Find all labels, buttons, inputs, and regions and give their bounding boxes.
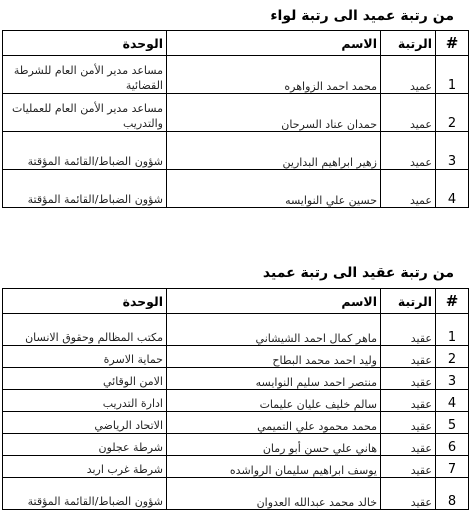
row-name: حسين علي النوايسه bbox=[167, 170, 381, 208]
row-rank: عقيد bbox=[381, 314, 436, 346]
row-unit: الاتحاد الرياضي bbox=[3, 412, 167, 434]
table-row bbox=[3, 56, 469, 94]
row-unit: شرطة غرب اربد bbox=[3, 456, 167, 478]
row-name: محمد احمد الزواهره bbox=[167, 56, 381, 94]
row-rank: عقيد bbox=[381, 368, 436, 390]
header-num: # bbox=[436, 31, 469, 56]
table-row bbox=[3, 368, 469, 390]
table-header-row bbox=[3, 31, 469, 56]
row-rank: عميد bbox=[381, 94, 436, 132]
table-row bbox=[3, 170, 469, 208]
header-rank: الرتبة bbox=[381, 31, 436, 56]
table-row bbox=[3, 314, 469, 346]
row-unit: مكتب المظالم وحقوق الانسان bbox=[3, 314, 167, 346]
row-name: ماهر كمال احمد الشيشاني bbox=[167, 314, 381, 346]
table-row bbox=[3, 412, 469, 434]
table-header-row bbox=[3, 289, 469, 314]
row-unit: حماية الاسرة bbox=[3, 346, 167, 368]
header-num: # bbox=[436, 289, 469, 314]
header-name: الاسم bbox=[167, 289, 381, 314]
row-num: 6 bbox=[436, 434, 469, 456]
row-name: منتصر احمد سليم النوايسه bbox=[167, 368, 381, 390]
row-num: 2 bbox=[436, 94, 469, 132]
row-unit: شرطة عجلون bbox=[3, 434, 167, 456]
row-name: يوسف ابراهيم سليمان الرواشده bbox=[167, 456, 381, 478]
table-row bbox=[3, 94, 469, 132]
row-rank: عميد bbox=[381, 170, 436, 208]
header-unit: الوحدة bbox=[3, 289, 167, 314]
header-rank: الرتبة bbox=[381, 289, 436, 314]
promotions-table-brigadier-to-major-general bbox=[2, 30, 469, 208]
row-name: زهير ابراهيم البدارين bbox=[167, 132, 381, 170]
table-row bbox=[3, 132, 469, 170]
row-unit: ادارة التدريب bbox=[3, 390, 167, 412]
table-row bbox=[3, 434, 469, 456]
row-num: 4 bbox=[436, 390, 469, 412]
row-num: 4 bbox=[436, 170, 469, 208]
row-rank: عقيد bbox=[381, 456, 436, 478]
row-name: سالم خليف عليان عليمات bbox=[167, 390, 381, 412]
row-unit: شؤون الضباط/القائمة المؤقتة bbox=[3, 132, 167, 170]
header-unit: الوحدة bbox=[3, 31, 167, 56]
row-name: وليد احمد محمد البطاح bbox=[167, 346, 381, 368]
table-row bbox=[3, 390, 469, 412]
row-rank: عقيد bbox=[381, 478, 436, 510]
table-row bbox=[3, 456, 469, 478]
row-unit: الامن الوقائي bbox=[3, 368, 167, 390]
row-name: خالد محمد عبدالله العدوان bbox=[167, 478, 381, 510]
row-rank: عقيد bbox=[381, 390, 436, 412]
row-unit: شؤون الضباط/القائمة المؤقتة bbox=[3, 478, 167, 510]
row-num: 5 bbox=[436, 412, 469, 434]
row-rank: عميد bbox=[381, 56, 436, 94]
row-unit: مساعد مدير الأمن العام للشرطة القضائية bbox=[3, 56, 167, 94]
row-num: 2 bbox=[436, 346, 469, 368]
row-num: 1 bbox=[436, 314, 469, 346]
row-unit: مساعد مدير الأمن العام للعمليات والتدريب bbox=[3, 94, 167, 132]
row-name: هاني علي حسن أبو رمان bbox=[167, 434, 381, 456]
row-name: حمدان عناد السرحان bbox=[167, 94, 381, 132]
row-rank: عقيد bbox=[381, 346, 436, 368]
row-rank: عقيد bbox=[381, 434, 436, 456]
section1-title: من رتبة عميد الى رتبة لواء bbox=[270, 8, 454, 24]
table-row bbox=[3, 346, 469, 368]
row-rank: عميد bbox=[381, 132, 436, 170]
table-row bbox=[3, 478, 469, 510]
row-rank: عقيد bbox=[381, 412, 436, 434]
row-num: 1 bbox=[436, 56, 469, 94]
row-num: 8 bbox=[436, 478, 469, 510]
row-name: محمد محمود علي التميمي bbox=[167, 412, 381, 434]
header-name: الاسم bbox=[167, 31, 381, 56]
row-num: 3 bbox=[436, 368, 469, 390]
row-unit: شؤون الضباط/القائمة المؤقتة bbox=[3, 170, 167, 208]
row-num: 7 bbox=[436, 456, 469, 478]
section2-title: من رتبة عقيد الى رتبة عميد bbox=[262, 265, 454, 281]
promotions-table-colonel-to-brigadier bbox=[2, 288, 469, 510]
row-num: 3 bbox=[436, 132, 469, 170]
